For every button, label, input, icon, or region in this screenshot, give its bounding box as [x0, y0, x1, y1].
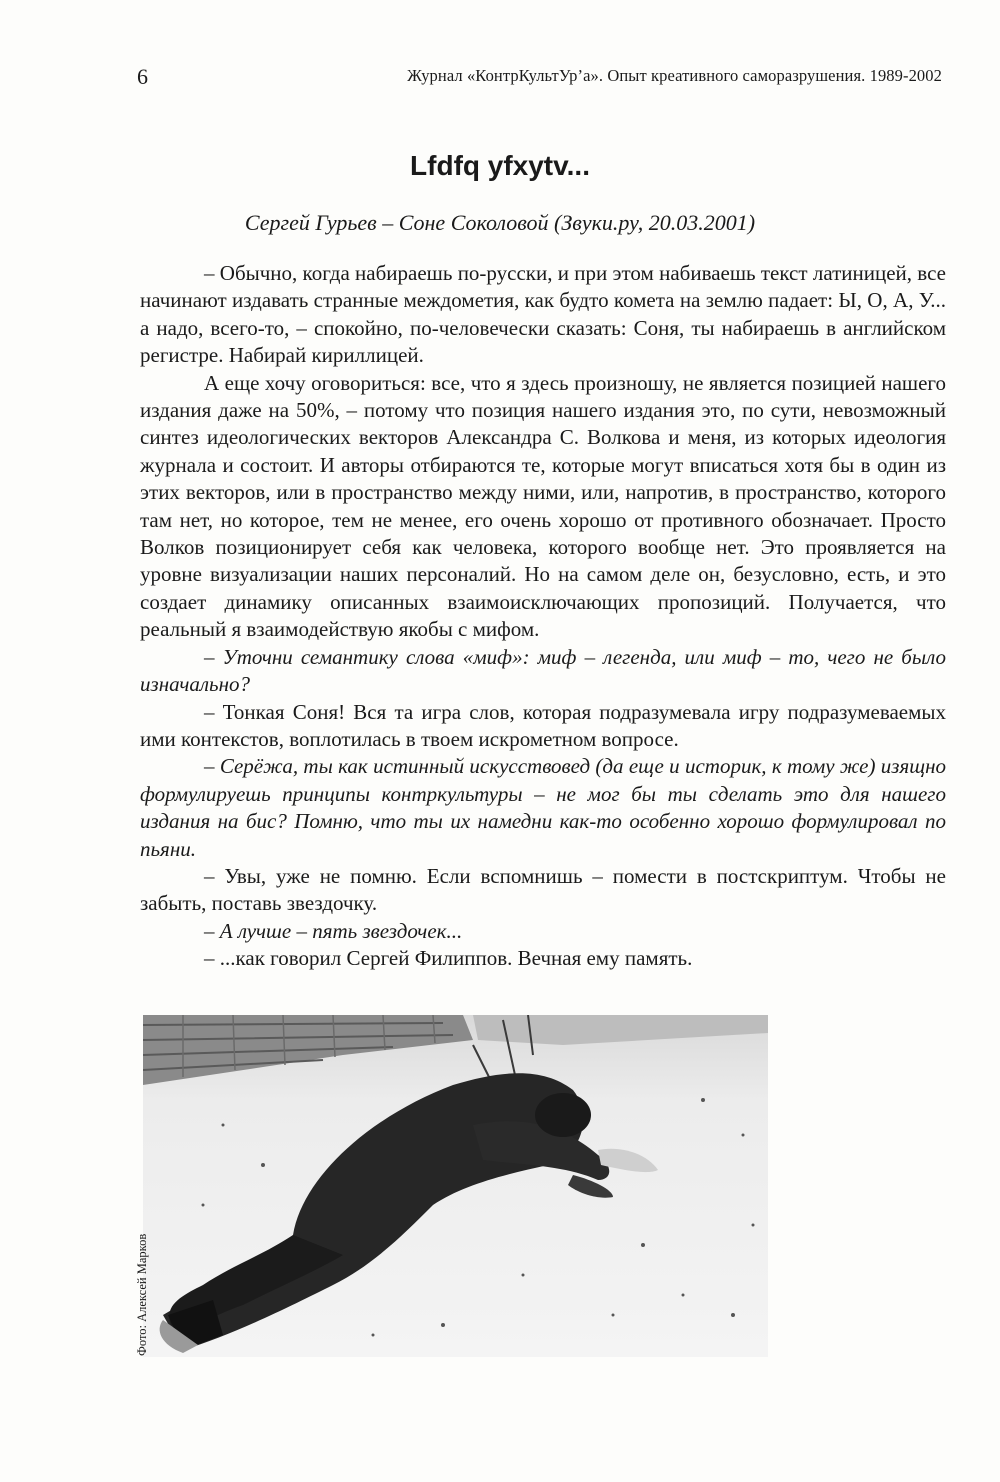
question-paragraph: – А лучше – пять звездочек...: [204, 918, 463, 943]
running-title: Журнал «КонтрКультУр’а». Опыт креативного саморазрушения. 1989-2002: [407, 66, 942, 85]
article-subtitle: Сергей Гурьев – Соне Соколовой (Звуки.ру, 20.03.2001): [244, 210, 756, 235]
paragraph: А еще хочу оговориться: все, что я здесь произношу, не является позицией нашего издания даже на 50%, – потому что позиция нашего издания это, по сути, невозможный синтез идеологических векторов Александра С. Волкова и меня, из которых идеология журнала и состоит. И авторы отбираются те, которые могут вписаться хотя бы в один из этих векторов, или в пространство между ними, или, напротив, в пространство, которого там нет, но которое, тем не менее, его очень хорошо от противного обозначает. Просто Волков позиционирует себя как человека, которого вообще нет. Это проявляется на уровне визуализации наших персоналий. Но на самом деле он, безусловно, есть, и это создает динамику описанных взаимоисключающих пропозиций. Получается, что реальный я взаимодействую якобы с мифом.: [140, 370, 946, 642]
photo-credit: Фото: Алексей Марков: [135, 1233, 149, 1356]
page-number: 6: [137, 64, 148, 89]
paragraph: – Увы, уже не помню. Если вспомнишь – помести в постскриптум. Чтобы не забыть, поставь звездочку.: [140, 863, 946, 916]
photo-man-in-snow: [143, 1015, 768, 1357]
paragraph: – Обычно, когда набираешь по-русски, и при этом набиваешь текст латиницей, все начинают издавать странные междометия, как будто комета на землю падает: Ы, О, А, У... а надо, всего-то, – спокойно, по-человечески сказать: Соня, ты набираешь в английском регистре. Набирай кириллицей.: [140, 261, 946, 368]
article-body: [140, 260, 946, 973]
article-title: Lfdfq yfxytv...: [410, 150, 590, 181]
paragraph: – ...как говорил Сергей Филиппов. Вечная ему память.: [204, 946, 693, 971]
question-paragraph: – Уточни семантику слова «миф»: миф – легенда, или миф – то, чего не было изначально?: [140, 644, 946, 697]
question-paragraph: – Серёжа, ты как истинный искусствовед (да еще и историк, к тому же) изящно формулируешь принципы контркультуры – не мог бы ты сделать это для нашего издания на бис? Помню, что ты их намедни как-то особенно хорошо формулировал по пьяни.: [140, 754, 946, 861]
paragraph: – Тонкая Соня! Вся та игра слов, которая подразумевала игру подразумеваемых ими контекстов, воплотилась в твоем искрометном вопросе.: [140, 699, 946, 751]
